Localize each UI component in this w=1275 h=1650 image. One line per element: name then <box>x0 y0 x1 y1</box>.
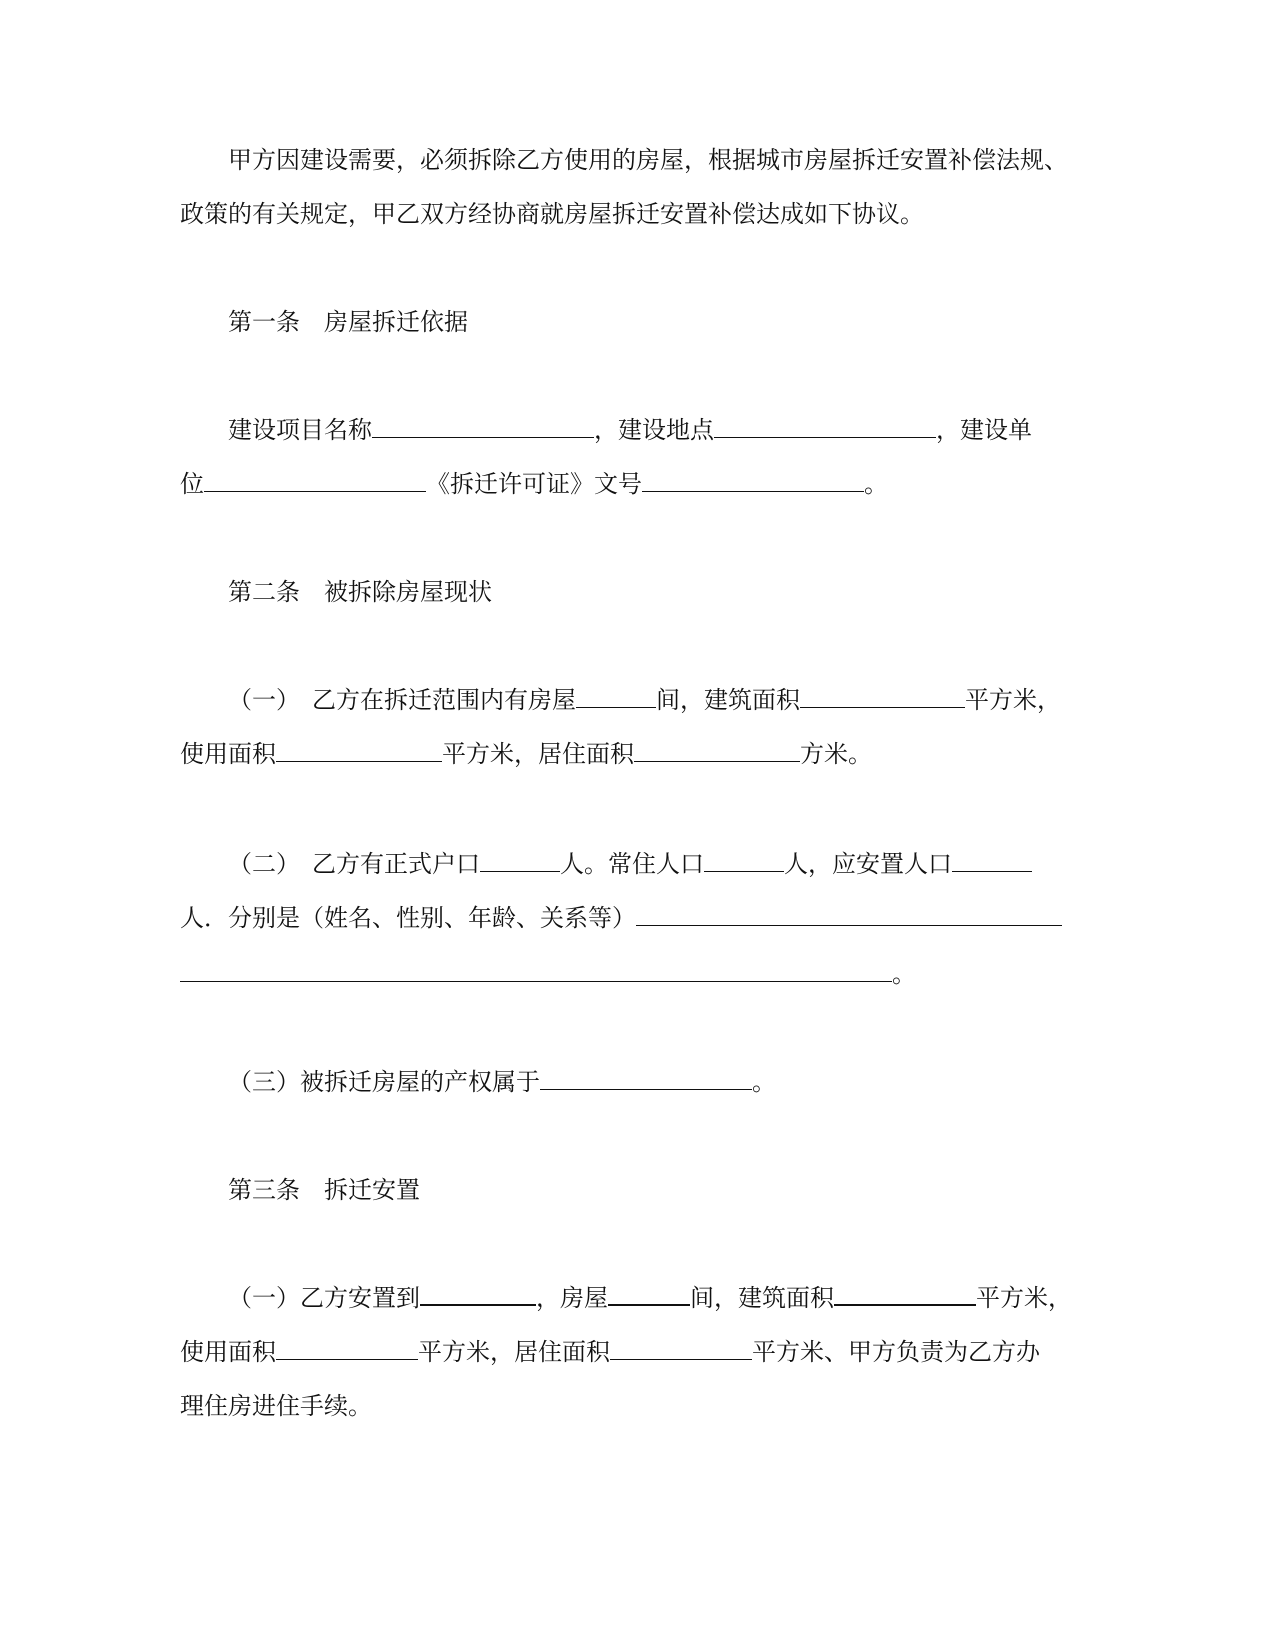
article-1-line-2 <box>180 468 888 500</box>
blank-new-living-area[interactable] <box>610 1337 752 1360</box>
label-living-area: 平方米，居住面积 <box>442 740 634 768</box>
label-new-living-area: 平方米，居住面积 <box>418 1338 610 1366</box>
blank-builder-unit[interactable] <box>204 469 426 492</box>
label-sqm-4: 平方米、甲方负责为乙方办 <box>752 1338 1040 1366</box>
article-3-heading: 第三条 拆迁安置 <box>228 1176 420 1204</box>
label-registered: （二） 乙方有正式户口 <box>228 850 480 878</box>
intro-line-1: 甲方因建设需要，必须拆除乙方使用的房屋，根据城市房屋拆迁安置补偿法规、 <box>228 146 1068 174</box>
blank-to-resettle[interactable] <box>952 849 1032 872</box>
period-3: 。 <box>752 1068 776 1096</box>
label-house-rooms: （一） 乙方在拆迁范围内有房屋 <box>228 686 576 714</box>
blank-use-area[interactable] <box>276 739 442 762</box>
period-1: 。 <box>864 470 888 498</box>
article-2-item-2-line-3 <box>180 958 916 990</box>
intro-line-2: 政策的有关规定，甲乙双方经协商就房屋拆迁安置补偿达成如下协议。 <box>180 200 924 228</box>
label-resident: 人。常住人口 <box>560 850 704 878</box>
label-ownership: （三）被拆迁房屋的产权属于 <box>228 1068 540 1096</box>
label-sqm-1: 平方米， <box>965 686 1061 714</box>
blank-living-area[interactable] <box>634 739 800 762</box>
blank-resettle-to[interactable] <box>420 1282 536 1306</box>
label-permit-no: 《拆迁许可证》文号 <box>426 470 642 498</box>
label-sqm-3: 平方米， <box>976 1284 1072 1312</box>
label-new-use-area: 使用面积 <box>180 1338 276 1366</box>
blank-rooms[interactable] <box>576 685 656 708</box>
label-to-resettle: 人，应安置人口 <box>784 850 952 878</box>
period-2: 。 <box>892 960 916 988</box>
blank-persons-detail-cont[interactable] <box>180 959 892 982</box>
article-3-item-1-line-2 <box>180 1336 1040 1368</box>
blank-persons-detail[interactable] <box>636 903 1062 926</box>
article-2-item-2-line-1 <box>228 848 1032 880</box>
label-unit: 位 <box>180 470 204 498</box>
blank-ownership[interactable] <box>540 1067 752 1090</box>
blank-site[interactable] <box>714 415 936 438</box>
article-2-item-3 <box>228 1066 776 1098</box>
article-3-item-1-line-1 <box>228 1282 1072 1314</box>
article-2-item-2-line-2 <box>180 902 1062 934</box>
article-3-item-1-line-3: 理住房进住手续。 <box>180 1392 372 1420</box>
label-site: ，建设地点 <box>594 416 714 444</box>
blank-resident[interactable] <box>704 849 784 872</box>
article-1-heading: 第一条 房屋拆迁依据 <box>228 308 468 336</box>
article-2-heading: 第二条 被拆除房屋现状 <box>228 578 492 606</box>
article-2-item-1-line-2 <box>180 738 872 770</box>
blank-new-build-area[interactable] <box>834 1282 976 1306</box>
label-use-area: 使用面积 <box>180 740 276 768</box>
label-builder: ，建设单 <box>936 416 1032 444</box>
label-resettle-to: （一）乙方安置到 <box>228 1284 420 1312</box>
label-build-area: 间，建筑面积 <box>656 686 800 714</box>
label-persons-detail: 人．分别是（姓名、性别、年龄、关系等） <box>180 904 636 932</box>
article-1-line-1 <box>228 414 1032 446</box>
blank-project-name[interactable] <box>372 415 594 438</box>
label-sqm-2: 方米。 <box>800 740 872 768</box>
blank-build-area[interactable] <box>800 685 965 708</box>
label-new-build-area: 间，建筑面积 <box>690 1284 834 1312</box>
label-house: ，房屋 <box>536 1284 608 1312</box>
blank-new-rooms[interactable] <box>608 1282 690 1306</box>
blank-registered[interactable] <box>480 849 560 872</box>
blank-new-use-area[interactable] <box>276 1337 418 1360</box>
blank-permit-no[interactable] <box>642 469 864 492</box>
article-2-item-1-line-1 <box>228 684 1061 716</box>
label-project-name: 建设项目名称 <box>228 416 372 444</box>
